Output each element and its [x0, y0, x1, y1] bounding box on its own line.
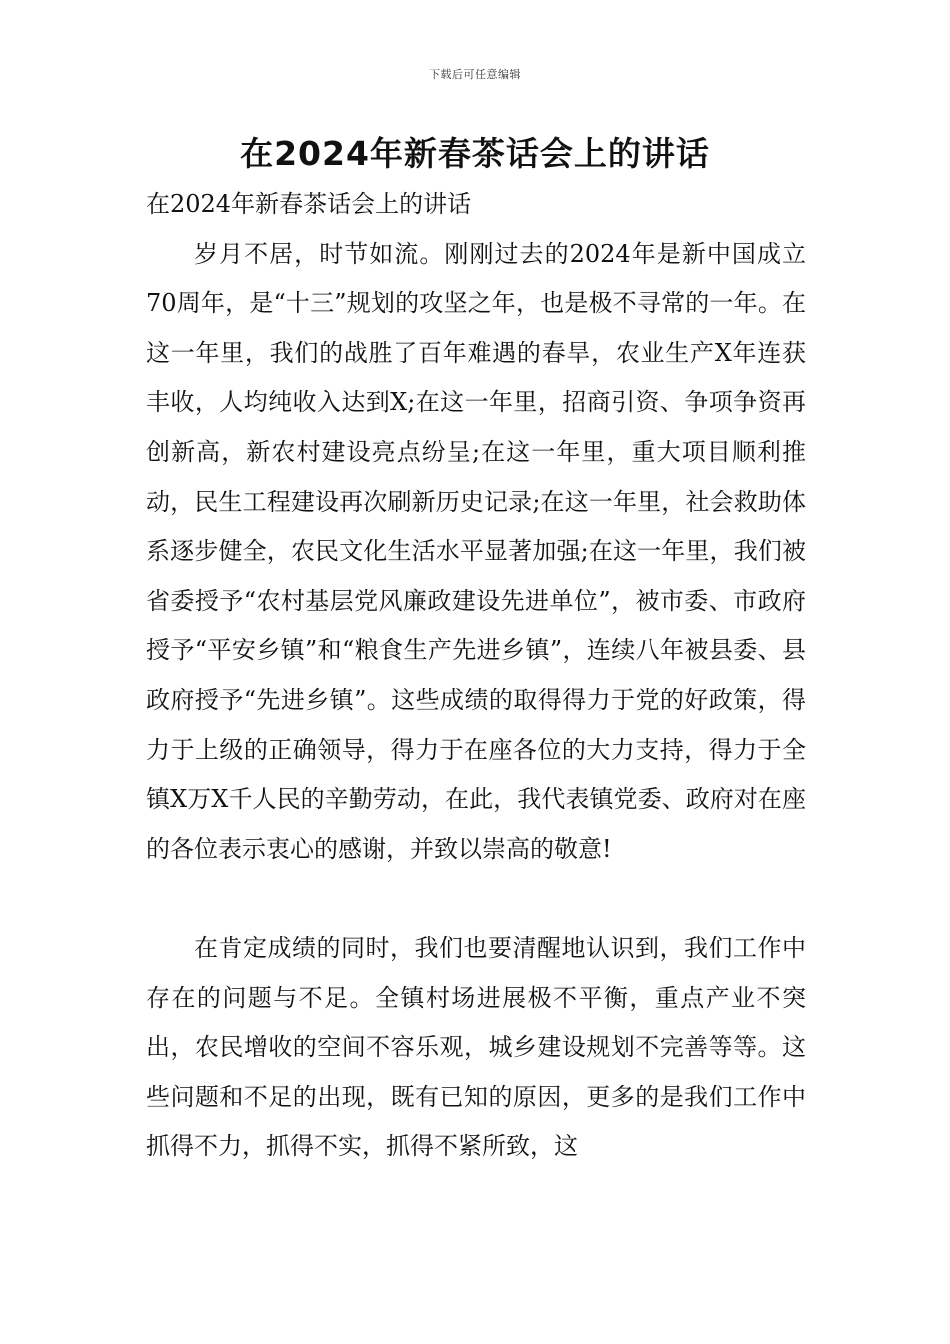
document-title: 在2024年新春茶话会上的讲话 [240, 134, 710, 173]
header-note: 下载后可任意编辑 [429, 68, 521, 81]
paragraph-1: 岁月不居，时节如流。刚刚过去的2024年是新中国成立70周年，是“十三”规划的攻坚之年，也是极不寻常的一年。在这一年里，我们的战胜了百年难遇的春旱，农业生产X年连获丰收，人均纯收入达到X;在这一年里，招商引资、争项争资再创新高，新农村建设亮点纷呈;在这一年里，重大项目顺利推动，民生工程建设再次刷新历史记录;在这一年里，社会救助体系逐步健全，农民文化生活水平显著加强;在这一年里，我们被省委授予“农村基层党风廉政建设先进单位”，被市委、市政府授予“平安乡镇”和“粮食生产先进乡镇”，连续八年被县委、县政府授予“先进乡镇”。这些成绩的取得得力于党的好政策，得力于上级的正确领导，得力于在座各位的大力支持，得力于全镇X万X千人民的辛勤劳动，在此，我代表镇党委、政府对在座的各位表示衷心的感谢，并致以崇高的敬意! [146, 239, 806, 863]
paragraph-2: 在肯定成绩的同时，我们也要清醒地认识到，我们工作中存在的问题与不足。全镇村场进展极不平衡，重点产业不突出，农民增收的空间不容乐观，城乡建设规划不完善等等。这些问题和不足的出现，既有已知的原因，更多的是我们工作中抓得不力，抓得不实，抓得不紧所致，这 [146, 933, 806, 1161]
paragraph-spacer [146, 874, 806, 924]
document-subtitle: 在2024年新春茶话会上的讲话 [146, 190, 472, 218]
document-body [146, 180, 806, 1172]
